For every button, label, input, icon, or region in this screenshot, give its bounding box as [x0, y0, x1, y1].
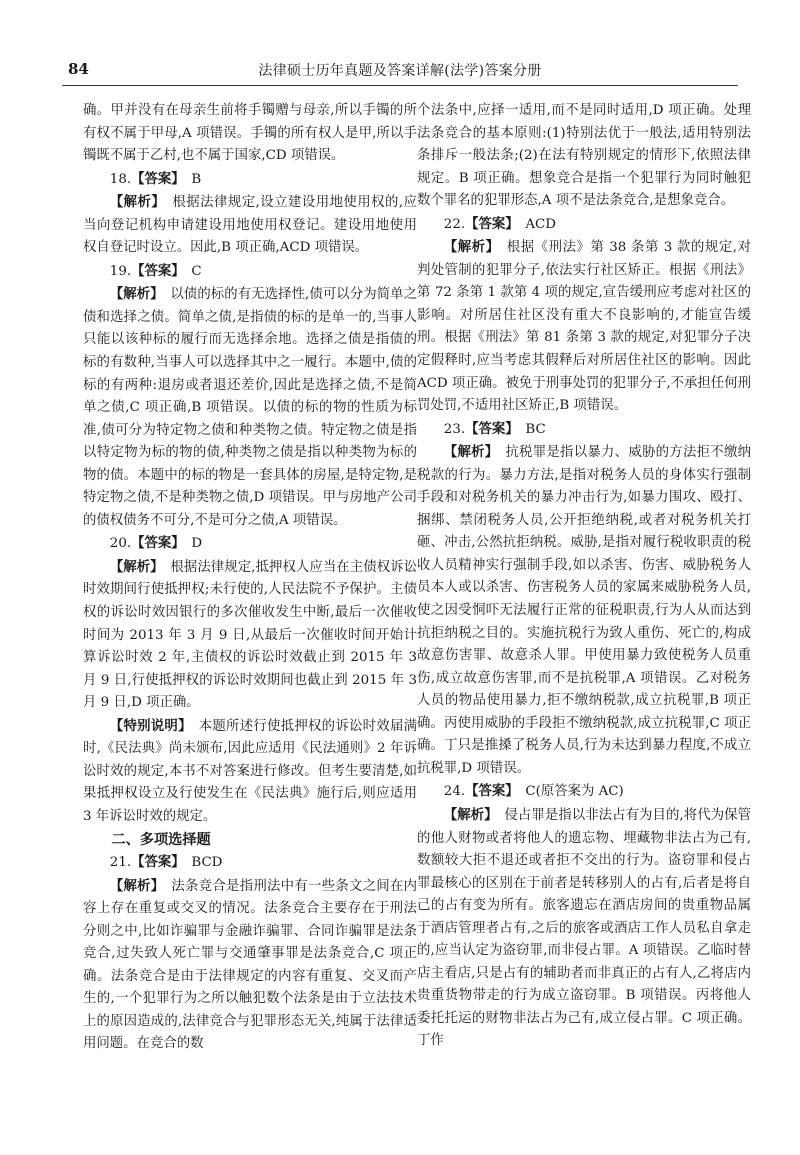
running-title: 法律硕士历年真题及答案详解(法学)答案分册	[258, 63, 542, 79]
answer-line	[417, 213, 751, 237]
answer-tag: 【答案】	[131, 170, 185, 187]
analysis-text: 根据《刑法》第 38 条第 3 款的规定,对判处管制的犯罪分子,依法实行社区矫正。根据《刑法》第 72 条第 1 款第 4 项的规定,宣告缓刑应考虑对社区的影响。对所居住社区没有重大不良影响的,才能宣告缓刑。根据《刑法》第 81 条第 3 款的规定,对犯罪分子决定假释时,应当考虑其假释后对所居住社区的影响。因此 ACD 项正确。被免于刑事处罚的犯罪分子,不承担任何刑罚处罚,不适用社区矫正,B 项错误。	[417, 240, 751, 414]
right-column	[417, 100, 751, 1053]
answer-tag: 【答案】	[465, 783, 519, 800]
section-heading: 二、多项选择题	[111, 831, 211, 848]
analysis-paragraph	[417, 441, 751, 780]
question-number: 20.	[109, 536, 132, 552]
page-header	[62, 55, 738, 86]
question-number: 18.	[109, 171, 132, 187]
analysis-tag: 【解析】	[109, 194, 166, 211]
answer-value: C(原答案为 AC)	[518, 784, 624, 800]
analysis-paragraph	[83, 283, 417, 532]
analysis-tag: 【解析】	[443, 806, 498, 823]
analysis-text: 本题所述行使抵押权的诉讼时效届满时,《民法典》尚未颁布,因此应适用《民法通则》2 年诉讼时效的规定,本书不对答案进行修改。但考生要清楚,如果抵押权设立及行使发生在《民法典》施行后,则应适用 3 年诉讼时效的规定。	[83, 718, 418, 824]
analysis-text: 法条竞合是指刑法中有一些条文之间在内容上存在重复或交叉的情况。法条竞合主要存在于刑法分则之中,比如诈骗罪与金融诈骗罪、合同诈骗罪是法条竞合,过失致人死亡罪与交通肇事罪是法条竞合,C 项正确。法条竞合是由于法律规定的内容有重复、交叉而产生的,一个犯罪行为之所以触犯数个法条是由于立法技术上的原因造成的,法律竞合与犯罪形态无关,纯属于法律适用问题。在竞合的数	[83, 878, 417, 1052]
answer-tag: 【答案】	[131, 854, 185, 871]
answer-value: D	[184, 536, 203, 552]
answer-line	[83, 532, 417, 556]
analysis-text: 侵占罪是指以非法占有为目的,将代为保管的他人财物或者将他人的遗忘物、埋藏物非法占为己有,数额较大拒不退还或者拒不交出的行为。盗窃罪和侵占罪最核心的区别在于前者是转移别人的占有,后者是将自己的占有变为所有。旅客遗忘在酒店房间的贵重物品属于酒店管理者占有,之后的旅客或酒店工作人员私自拿走的,应当认定为盗窃罪,而非侵占罪。A 项错误。乙临时替店主看店,只是占有的辅助者而非真正的占有人,乙将店内贵重货物带走的行为成立盗窃罪。B 项错误。丙将他人委托托运的财物非法占为己有,成立侵占罪。C 项正确。丁作	[417, 807, 752, 1049]
paragraph: 个法条中,应择一适用,而不是同时适用,D 项正确。处理法条竞合的基本原则:(1)特别法优于一般法,适用特别法条排斥一般法条;(2)在法有特别规定的情形下,依照法律规定。B 项正确。想象竞合是指一个犯罪行为同时触犯数个罪名的犯罪形态,A 项不是法条竞合,是想象竞合。	[417, 103, 751, 209]
analysis-paragraph	[417, 236, 751, 417]
question-number: 24.	[443, 784, 466, 800]
answer-line	[417, 780, 751, 804]
analysis-paragraph	[83, 875, 417, 1056]
answer-line	[83, 851, 417, 875]
analysis-text: 抗税罪是指以暴力、威胁的方法拒不缴纳税款的行为。暴力方法,是指对税务人员的身体实行强制手段和对税务机关的暴力冲击行为,如暴力围攻、殴打、捆绑、禁闭税务人员,公开拒绝纳税,或者对税务机关打砸、冲击,公然抗拒纳税。威胁,是指对履行税收职责的税收人员精神实行强制手段,如以杀害、伤害、威胁税务人员本人或以杀害、伤害税务人员的家属来威胁税务人员,使之因受恫吓无法履行正常的征税职责,行为人从而达到抗拒纳税之目的。实施抗税行为致人重伤、死亡的,构成故意伤害罪、故意杀人罪。甲使用暴力致使税务人员重伤,成立故意伤害罪,而不是抗税罪,A 项错误。乙对税务人员的物品使用暴力,拒不缴纳税款,成立抗税罪,B 项正确。丙使用威胁的手段拒不缴纳税款,成立抗税罪,C 项正确。丁只是推搡了税务人员,行为未达到暴力程度,不成立抗税罪,D 项错误。	[417, 445, 751, 776]
analysis-tag: 【解析】	[443, 239, 500, 256]
answer-value: BCD	[184, 855, 223, 871]
analysis-tag: 【解析】	[109, 286, 164, 303]
answer-tag: 【答案】	[465, 215, 519, 232]
analysis-paragraph	[83, 715, 417, 829]
answer-tag: 【答案】	[131, 262, 185, 279]
answer-line	[417, 418, 751, 442]
analysis-paragraph	[83, 556, 417, 715]
answer-line	[83, 168, 417, 192]
question-number: 23.	[443, 421, 466, 437]
analysis-text: 以债的标的有无选择性,债可以分为简单之债和选择之债。简单之债,是指债的标的是单一的,当事人只能以该种标的履行而无选择余地。选择之债是指债的标的有数种,当事人可以选择其中之一履行。本题中,债的标的有两种:退房或者退还差价,因此是选择之债,不是简单之债,C 项正确,B 项错误。以债的标的物的性质为标准,债可分为特定物之债和种类物之债。特定物之债是指以特定物为标的物的债,种类物之债是指以种类物为标的物的债。本题中的标的物是一套具体的房屋,是特定物,是特定物之债,不是种类物之债,D 项错误。甲与房地产公司的债权债务不可分,不是可分之债,A 项错误。	[83, 287, 418, 528]
answer-value: B	[184, 171, 202, 187]
analysis-text: 根据法律规定,抵押权人应当在主债权诉讼时效期间行使抵押权;未行使的,人民法院不予保护。主债权的诉讼时效因银行的多次催收发生中断,最后一次催收时间为 2013 年 3 月 9 日,从最后一次催收时间开始计算诉讼时效 2 年,主债权的诉讼时效截止到 2015 年 3 月 9 日,行使抵押权的诉讼时效期间也截止到 2015 年 3 月 9 日,D 项正确。	[83, 559, 418, 711]
analysis-paragraph	[83, 191, 417, 260]
page-number: 84	[68, 60, 89, 78]
analysis-tag: 【特别说明】	[109, 717, 192, 734]
question-number: 22.	[443, 216, 466, 232]
left-column	[83, 100, 417, 1056]
answer-value: ACD	[518, 216, 557, 232]
analysis-tag: 【解析】	[109, 877, 165, 894]
analysis-tag: 【解析】	[443, 444, 499, 461]
question-number: 21.	[109, 855, 132, 871]
question-number: 19.	[109, 263, 132, 279]
analysis-text: 根据法律规定,设立建设用地使用权的,应当向登记机构申请建设用地使用权登记。建设用地使用权自登记时设立。因此,B 项正确,ACD 项错误。	[83, 195, 417, 256]
analysis-tag: 【解析】	[109, 558, 164, 575]
analysis-paragraph	[417, 804, 751, 1053]
answer-tag: 【答案】	[465, 420, 519, 437]
answer-value: C	[184, 263, 202, 279]
answer-tag: 【答案】	[131, 535, 185, 552]
answer-value: BC	[518, 421, 546, 437]
paragraph: 确。甲并没有在母亲生前将手镯赠与母亲,所以手镯的所有权不属于甲母,A 项错误。手镯的所有权人是甲,所以手镯既不属于乙村,也不属于国家,CD 项错误。	[83, 103, 417, 164]
answer-line	[83, 260, 417, 284]
